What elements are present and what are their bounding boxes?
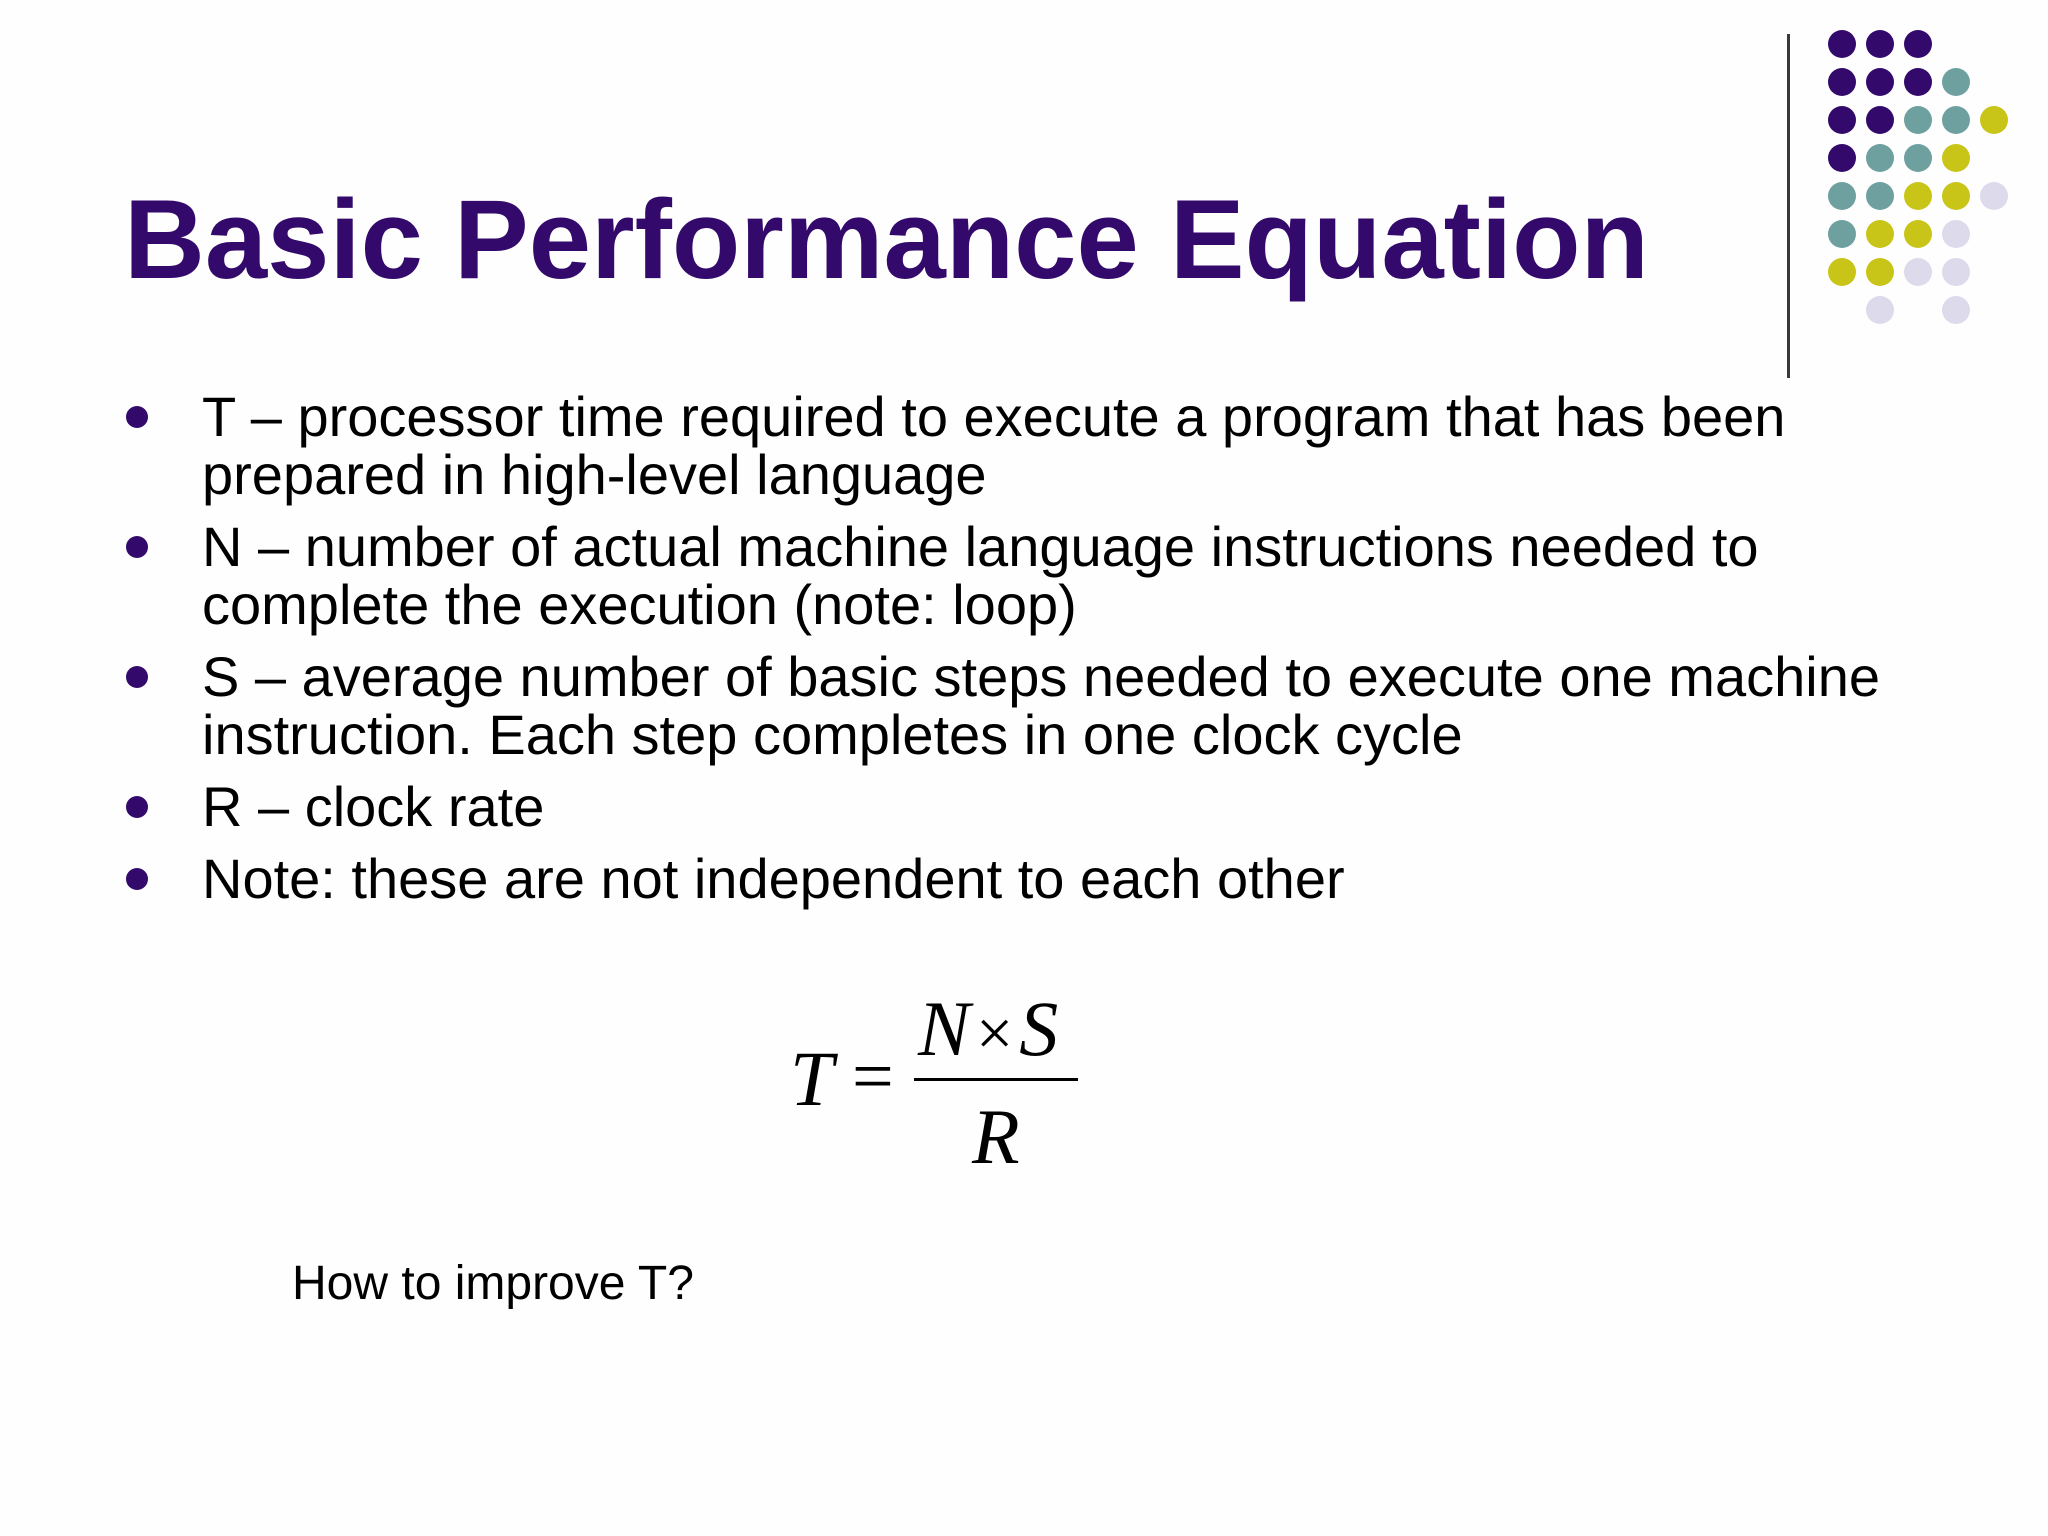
- bullet-text: N – number of actual machine language instructions needed to complete the execution (note: loop): [202, 515, 1759, 636]
- decorative-dot: [1980, 182, 2008, 210]
- decorative-dot: [1828, 182, 1856, 210]
- decorative-dot: [1828, 106, 1856, 134]
- bullet-text: S – average number of basic steps needed to execute one machine instruction. Each step completes in one clock cycle: [202, 645, 1880, 766]
- formula-lhs: T: [790, 1035, 834, 1122]
- decorative-dot: [1866, 182, 1894, 210]
- bullet-text: R – clock rate: [202, 775, 545, 838]
- bullet-item: [124, 775, 1884, 838]
- decorative-dot: [1828, 30, 1856, 58]
- decorative-dot: [1942, 106, 1970, 134]
- decorative-dot: [1942, 220, 1970, 248]
- bullet-item: [124, 645, 1884, 766]
- performance-formula: [790, 985, 1090, 1180]
- formula-s: S: [1019, 985, 1059, 1072]
- bullet-list: [124, 385, 1884, 922]
- bullet-text: T – processor time required to execute a program that has been prepared in high-level language: [202, 385, 1786, 506]
- decorative-dot: [1866, 68, 1894, 96]
- decorative-dot: [1904, 258, 1932, 286]
- decorative-dot: [1828, 68, 1856, 96]
- decorative-dot: [1866, 296, 1894, 324]
- formula-n: N: [918, 985, 971, 1072]
- decorative-dot: [1942, 68, 1970, 96]
- formula-times: ×: [976, 997, 1014, 1070]
- decorative-dot: [1828, 220, 1856, 248]
- bullet-item: [124, 515, 1884, 636]
- decorative-dot: [1980, 106, 2008, 134]
- decorative-dot: [1866, 144, 1894, 172]
- decorative-dot-grid: [1828, 30, 2028, 340]
- decorative-dot: [1942, 182, 1970, 210]
- decorative-dot: [1904, 106, 1932, 134]
- decorative-dot: [1866, 220, 1894, 248]
- decorative-dot: [1866, 258, 1894, 286]
- bullet-item: [124, 385, 1884, 506]
- formula-fraction-bar: [914, 1078, 1078, 1081]
- slide-title: Basic Performance Equation: [124, 177, 1649, 302]
- decorative-dot: [1904, 220, 1932, 248]
- divider-line: [1787, 34, 1790, 378]
- formula-denominator: R: [972, 1093, 1020, 1180]
- bullet-icon: [126, 406, 148, 428]
- decorative-dot: [1904, 182, 1932, 210]
- decorative-dot: [1942, 258, 1970, 286]
- decorative-dot: [1904, 144, 1932, 172]
- formula-equals: =: [852, 1036, 894, 1118]
- decorative-dot: [1866, 106, 1894, 134]
- decorative-dot: [1828, 144, 1856, 172]
- decorative-dot: [1942, 144, 1970, 172]
- bullet-text: Note: these are not independent to each other: [202, 847, 1345, 910]
- bullet-icon: [126, 666, 148, 688]
- decorative-dot: [1866, 30, 1894, 58]
- bullet-icon: [126, 868, 148, 890]
- decorative-dot: [1828, 258, 1856, 286]
- bullet-item: [124, 847, 1884, 910]
- bullet-icon: [126, 536, 148, 558]
- decorative-dot: [1942, 296, 1970, 324]
- formula-numerator: [918, 985, 1059, 1072]
- bullet-icon: [126, 796, 148, 818]
- decorative-dot: [1904, 30, 1932, 58]
- decorative-dot: [1904, 68, 1932, 96]
- question-note: How to improve T?: [292, 1257, 694, 1310]
